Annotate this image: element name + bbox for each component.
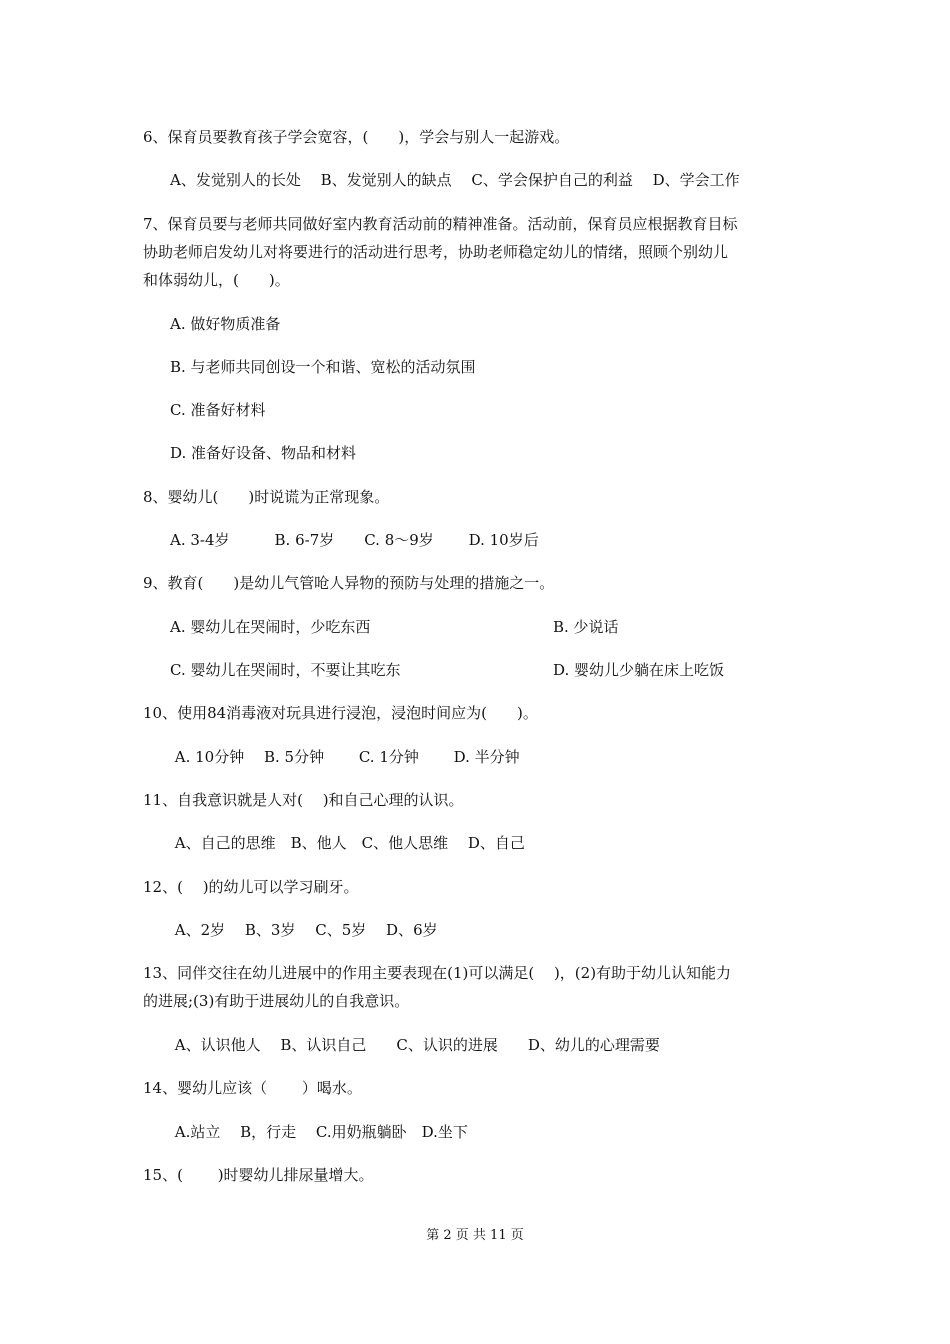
question-7-stem-line-3: 和体弱幼儿，( )。 — [143, 271, 290, 289]
question-10-stem: 10、使用84消毒液对玩具进行浸泡，浸泡时间应为( )。 — [143, 704, 538, 722]
question-9-stem: 9、教育( )是幼儿气管呛人异物的预防与处理的措施之一。 — [143, 574, 555, 592]
question-14-options: A.站立 B，行走 C.用奶瓶躺卧 D.坐下 — [170, 1123, 468, 1141]
question-8-stem: 8、婴幼儿( )时说谎为正常现象。 — [143, 488, 390, 506]
question-10-options: A. 10分钟 B. 5分钟 C. 1分钟 D. 半分钟 — [170, 748, 520, 766]
question-11-options: A、自己的思维 B、他人 C、他人思维 D、自己 — [170, 834, 525, 852]
question-13-stem-line-1: 13、同伴交往在幼儿进展中的作用主要表现在(1)可以满足( )，(2)有助于幼儿认知能力 — [143, 964, 732, 982]
question-9-option-b: B. 少说话 — [553, 618, 619, 636]
question-15-stem: 15、( )时婴幼儿排尿量增大。 — [143, 1166, 374, 1184]
question-11-stem: 11、自我意识就是人对( )和自己心理的认识。 — [143, 791, 464, 809]
page-number-footer: 第 2 页 共 11 页 — [426, 1228, 524, 1243]
question-6-stem: 6、保育员要教育孩子学会宽容，( )，学会与别人一起游戏。 — [143, 128, 570, 146]
question-7-stem-line-2: 协助老师启发幼儿对将要进行的活动进行思考，协助老师稳定幼儿的情绪，照顾个别幼儿 — [143, 243, 729, 261]
question-12-options: A、2岁 B、3岁 C、5岁 D、6岁 — [170, 921, 438, 939]
question-9-option-d: D. 婴幼儿少躺在床上吃饭 — [553, 661, 725, 679]
question-7-option-d: D. 准备好设备、物品和材料 — [170, 444, 357, 462]
question-7-option-b: B. 与老师共同创设一个和谐、宽松的活动氛围 — [170, 358, 476, 376]
question-9-option-a: A. 婴幼儿在哭闹时，少吃东西 — [170, 618, 371, 636]
question-8-options: A. 3-4岁 B. 6-7岁 C. 8～9岁 D. 10岁后 — [170, 531, 539, 549]
question-9-option-c: C. 婴幼儿在哭闹时，不要让其吃东 — [170, 661, 401, 679]
question-12-stem: 12、( )的幼儿可以学习刷牙。 — [143, 878, 359, 896]
question-7-option-c: C. 准备好材料 — [170, 401, 266, 419]
question-7-stem-line-1: 7、保育员要与老师共同做好室内教育活动前的精神准备。活动前，保育员应根据教育目标 — [143, 215, 738, 233]
question-13-options: A、认识他人 B、认识自己 C、认识的进展 D、幼儿的心理需要 — [170, 1036, 660, 1054]
question-14-stem: 14、婴幼儿应该（ ）喝水。 — [143, 1079, 362, 1097]
question-7-option-a: A. 做好物质准备 — [170, 315, 281, 333]
question-13-stem-line-2: 的进展;(3)有助于进展幼儿的自我意识。 — [143, 992, 410, 1010]
question-6-options: A、发觉别人的长处 B、发觉别人的缺点 C、学会保护自己的利益 D、学会工作 — [170, 171, 740, 189]
